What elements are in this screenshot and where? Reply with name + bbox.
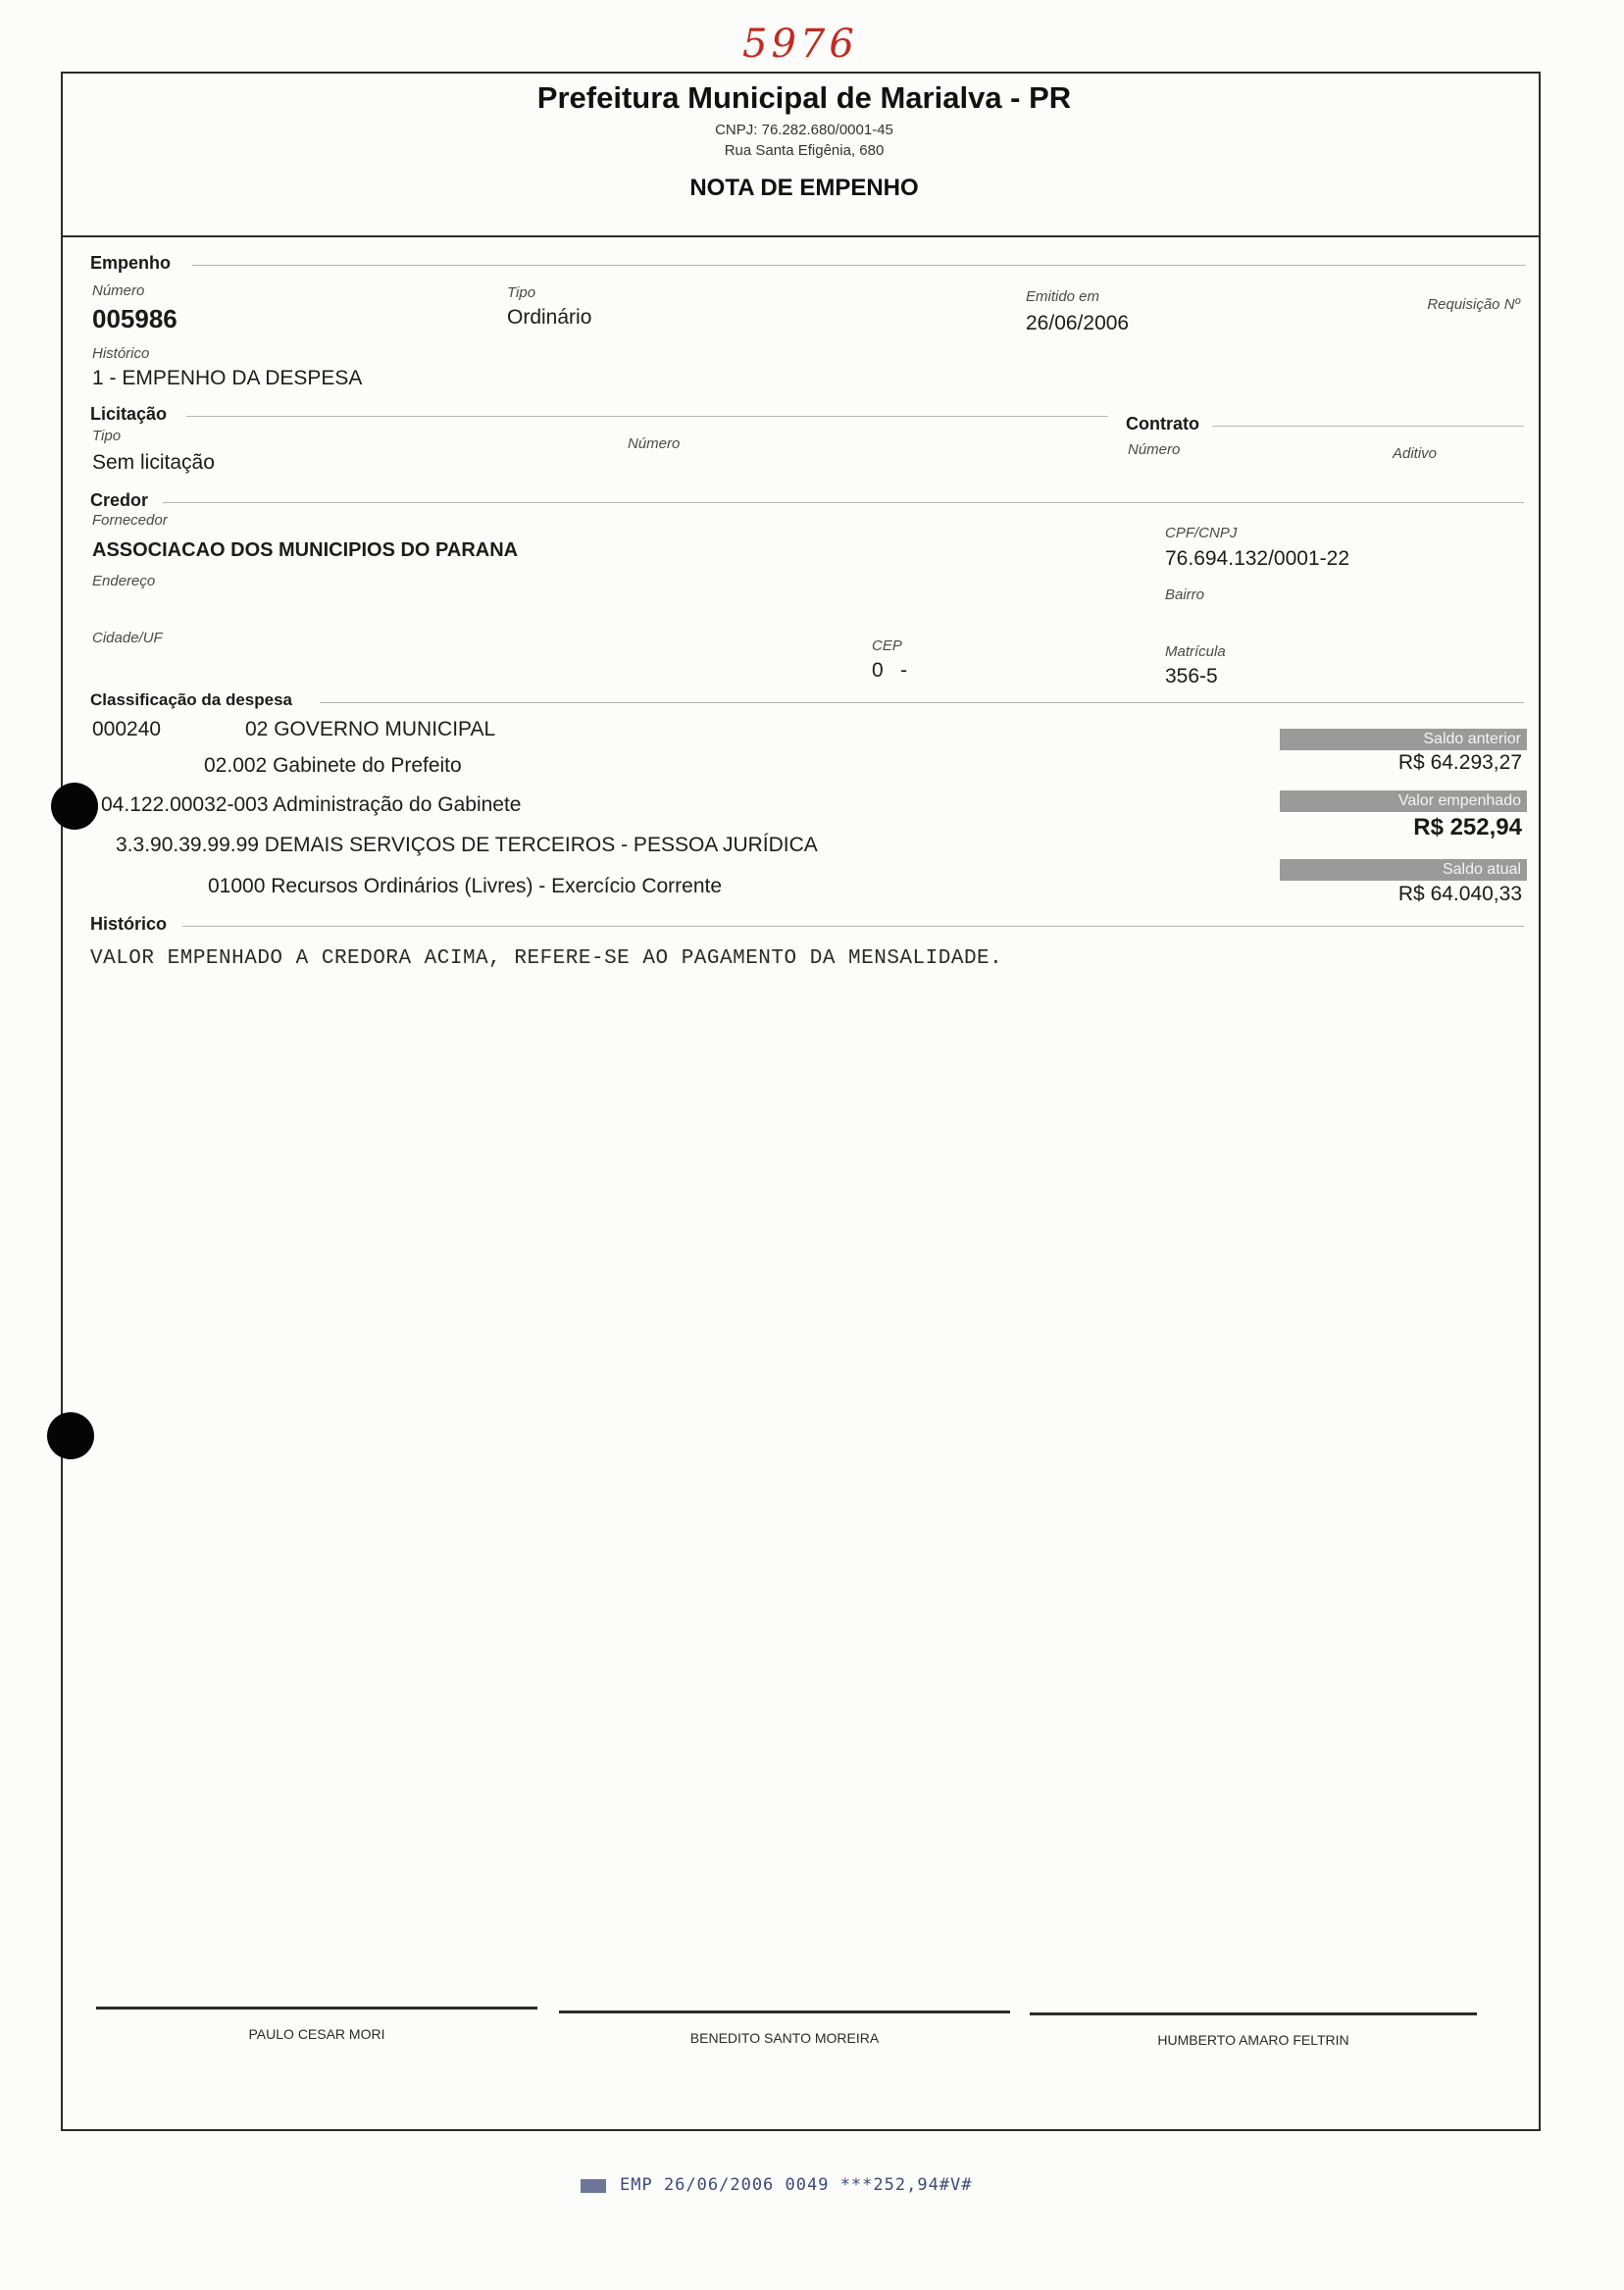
saldo-atual-value: R$ 64.040,33 [1397,883,1522,905]
licitacao-tipo-label: Tipo [92,428,122,444]
handwritten-number: 5976 [742,22,858,67]
signature-line [1030,2012,1477,2015]
valor-empenhado-value: R$ 252,94 [1413,814,1522,840]
classificacao-code: 000240 [92,718,162,740]
matricula-label: Matrícula [1165,643,1226,660]
endereco-label: Endereço [92,573,156,589]
section-contrato: Contrato [1126,414,1199,433]
section-rule [320,702,1524,703]
payment-stamp: EMP 26/06/2006 0049 ***252,94#V# [620,2175,973,2195]
header-address: Rua Santa Efigênia, 680 [724,142,885,159]
licitacao-tipo: Sem licitação [92,451,215,474]
cpf-cnpj-label: CPF/CNPJ [1165,525,1238,541]
signature-name: PAULO CESAR MORI [248,2026,385,2042]
cep-value: 0 - [872,659,908,682]
signature-line [559,2010,1010,2013]
fornecedor-name: ASSOCIACAO DOS MUNICIPIOS DO PARANA [92,539,519,561]
header-divider [61,235,1541,237]
page-title: Prefeitura Municipal de Marialva - PR [536,80,1072,115]
licitacao-numero-label: Número [628,435,681,452]
section-classificacao: Classificação da despesa [90,690,293,709]
document-title: NOTA DE EMPENHO [689,175,919,201]
cidade-label: Cidade/UF [92,630,163,646]
empenho-numero: 005986 [92,304,178,333]
section-empenho: Empenho [90,253,172,273]
historico-label: Histórico [92,345,150,362]
section-historico: Histórico [90,914,168,934]
header-cnpj: CNPJ: 76.282.680/0001-45 [715,122,893,138]
signature-name: HUMBERTO AMARO FELTRIN [1157,2032,1349,2048]
classificacao-orgao: 02 GOVERNO MUNICIPAL [245,718,496,740]
cpf-cnpj-value: 76.694.132/0001-22 [1165,547,1350,570]
valor-empenhado-label: Valor empenhado [1280,790,1527,812]
contrato-numero-label: Número [1128,441,1181,458]
saldo-atual-label: Saldo atual [1280,859,1527,881]
numero-label: Número [92,282,145,299]
section-rule [182,926,1524,927]
section-rule [186,416,1108,417]
punch-hole [47,1412,94,1459]
signature-line [96,2007,537,2010]
section-licitacao: Licitação [90,404,168,424]
contrato-aditivo-label: Aditivo [1393,445,1438,462]
emitido-label: Emitido em [1026,288,1100,305]
classificacao-unidade: 02.002 Gabinete do Prefeito [204,754,462,777]
requisicao-label: Requisição Nº [1427,296,1520,313]
section-rule [163,502,1524,503]
section-rule [1212,426,1524,427]
empenho-historico: 1 - EMPENHO DA DESPESA [92,367,363,389]
cep-label: CEP [872,637,902,654]
historico-text: VALOR EMPENHADO A CREDORA ACIMA, REFERE-SE AO PAGAMENTO DA MENSALIDADE. [90,947,1003,970]
classificacao-programa: 04.122.00032-003 Administração do Gabinete [101,793,522,816]
section-credor: Credor [90,490,149,510]
tipo-label: Tipo [507,284,536,301]
matricula-value: 356-5 [1165,665,1218,687]
punch-hole [51,783,98,830]
stamp-mark-icon [581,2179,606,2193]
bairro-label: Bairro [1165,586,1205,603]
classificacao-recurso: 01000 Recursos Ordinários (Livres) - Exercício Corrente [208,875,723,897]
empenho-tipo: Ordinário [507,306,592,329]
saldo-anterior-value: R$ 64.293,27 [1397,751,1522,774]
section-rule [192,265,1526,266]
header [294,80,1314,202]
signature-name: BENEDITO SANTO MOREIRA [689,2030,880,2046]
saldo-anterior-label: Saldo anterior [1280,729,1527,750]
fornecedor-label: Fornecedor [92,512,168,529]
emitido-date: 26/06/2006 [1026,312,1130,334]
classificacao-elemento: 3.3.90.39.99.99 DEMAIS SERVIÇOS DE TERCEIROS - PESSOA JURÍDICA [116,834,818,856]
